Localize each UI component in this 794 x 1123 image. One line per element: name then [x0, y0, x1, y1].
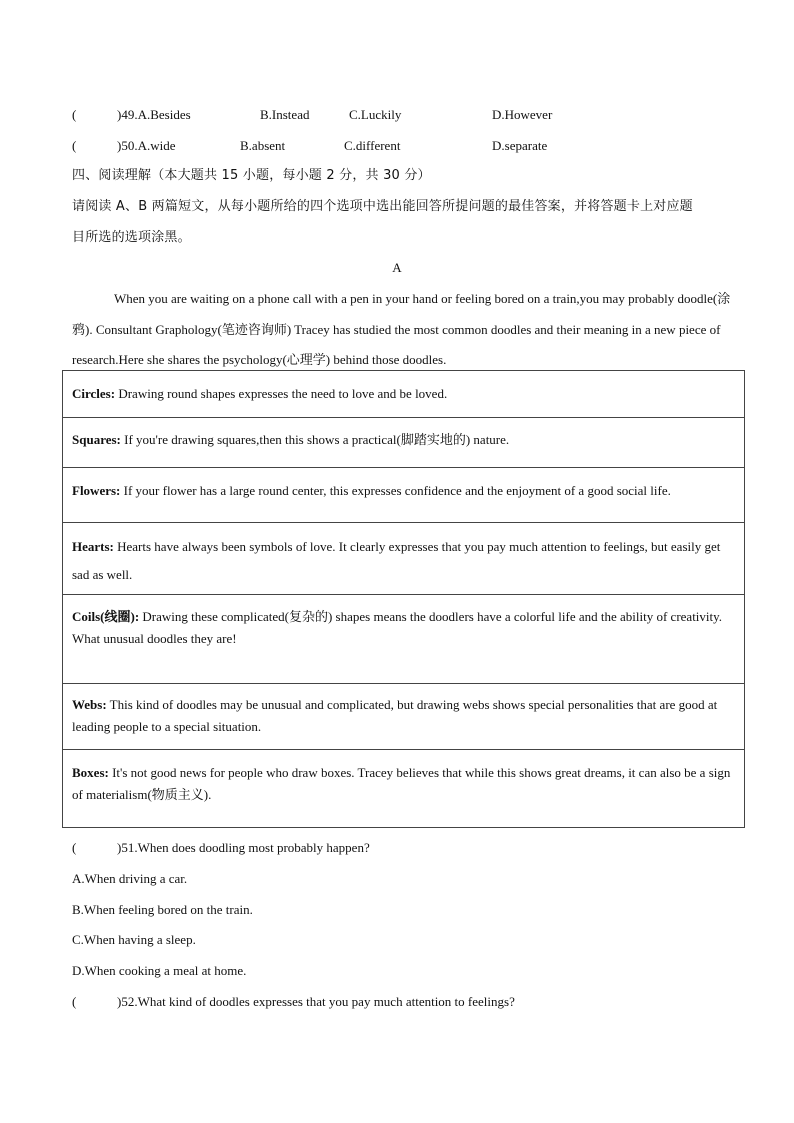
q50-paren: (	[72, 138, 77, 153]
doodle-term: Boxes:	[72, 765, 109, 780]
q50-option-b: B.absent	[240, 138, 286, 153]
table-row	[63, 750, 745, 828]
table-cell	[63, 750, 745, 828]
q51-option-a: A.When driving a car.	[72, 871, 188, 886]
q51-stem: )51.When does doodling most probably happen?	[117, 840, 370, 855]
table-row	[63, 418, 745, 468]
table-cell	[63, 595, 745, 684]
doodle-description: It's not good news for people who draw boxes. Tracey believes that while this shows great dreams, it can also be a sign of materialism(物质主义).	[72, 765, 731, 802]
table-cell	[63, 371, 745, 418]
doodle-term: Flowers:	[72, 483, 121, 498]
q50-option-c: C.different	[344, 138, 401, 153]
q49-paren: (	[72, 107, 77, 122]
table-cell	[63, 418, 745, 468]
q49-option-b: B.Instead	[260, 107, 310, 122]
table-row	[63, 595, 745, 684]
doodle-term: Webs:	[72, 697, 107, 712]
table-row	[63, 468, 745, 523]
doodle-description: If your flower has a large round center, this expresses confidence and the enjoyment of a good social life.	[120, 483, 671, 498]
table-cell	[63, 684, 745, 750]
q51-option-b: B.When feeling bored on the train.	[72, 902, 253, 917]
q49-option-d: D.However	[492, 107, 553, 122]
doodle-description: This kind of doodles may be unusual and complicated, but drawing webs shows special personalities that are good at leading people to a special situation.	[72, 697, 718, 734]
q52-paren: (	[72, 994, 77, 1009]
q50-option-d: D.separate	[492, 138, 548, 153]
doodle-description: If you're drawing squares,then this shows a practical(脚踏实地的) nature.	[120, 432, 510, 447]
table-row	[63, 371, 745, 418]
passage-intro: When you are waiting on a phone call with a pen in your hand or feeling bored on a train,you may probably doodle(涂鸦). Consultant Graphology(笔迹咨询师) Tracey has studied the most common doodles and their meaning in a new piece of research.Here she shares the psychology(心理学) behind those doodles.	[72, 291, 731, 367]
doodle-description: Hearts have always been symbols of love. It clearly expresses that you pay much attention to feelings, but easily get sad as well.	[72, 539, 721, 582]
doodle-term: Squares:	[72, 432, 121, 447]
q51-option-d: D.When cooking a meal at home.	[72, 963, 247, 978]
q49-option-c: C.Luckily	[349, 107, 402, 122]
table-cell	[63, 523, 745, 595]
q51-paren: (	[72, 840, 77, 855]
table-cell	[63, 468, 745, 523]
doodle-term: Hearts:	[72, 539, 114, 554]
q52-stem: )52.What kind of doodles expresses that you pay much attention to feelings?	[117, 994, 515, 1009]
instructions-line-1: 请阅读 A、B 两篇短文，从每小题所给的四个选项中选出能回答所提问题的最佳答案，并将答题卡上对应题	[72, 199, 693, 214]
doodle-term: Circles:	[72, 386, 116, 401]
table-row	[63, 684, 745, 750]
section-heading: 四、阅读理解（本大题共 15 小题，每小题 2 分，共 30 分）	[72, 168, 431, 183]
q51-option-c: C.When having a sleep.	[72, 932, 196, 947]
doodle-term: Coils(线圈):	[72, 609, 140, 624]
q50-stem: )50.A.wide	[117, 138, 176, 153]
passage-label: A	[392, 260, 402, 275]
table-row	[63, 523, 745, 595]
doodle-description: Drawing these complicated(复杂的) shapes means the doodlers have a colorful life and the ability of creativity. What unusual doodles they are!	[72, 609, 723, 646]
doodle-description: Drawing round shapes expresses the need to love and be loved.	[115, 386, 448, 401]
instructions-line-2: 目所选的选项涂黑。	[72, 230, 191, 245]
q49-stem: )49.A.Besides	[117, 107, 191, 122]
doodle-meanings-table	[62, 370, 745, 828]
